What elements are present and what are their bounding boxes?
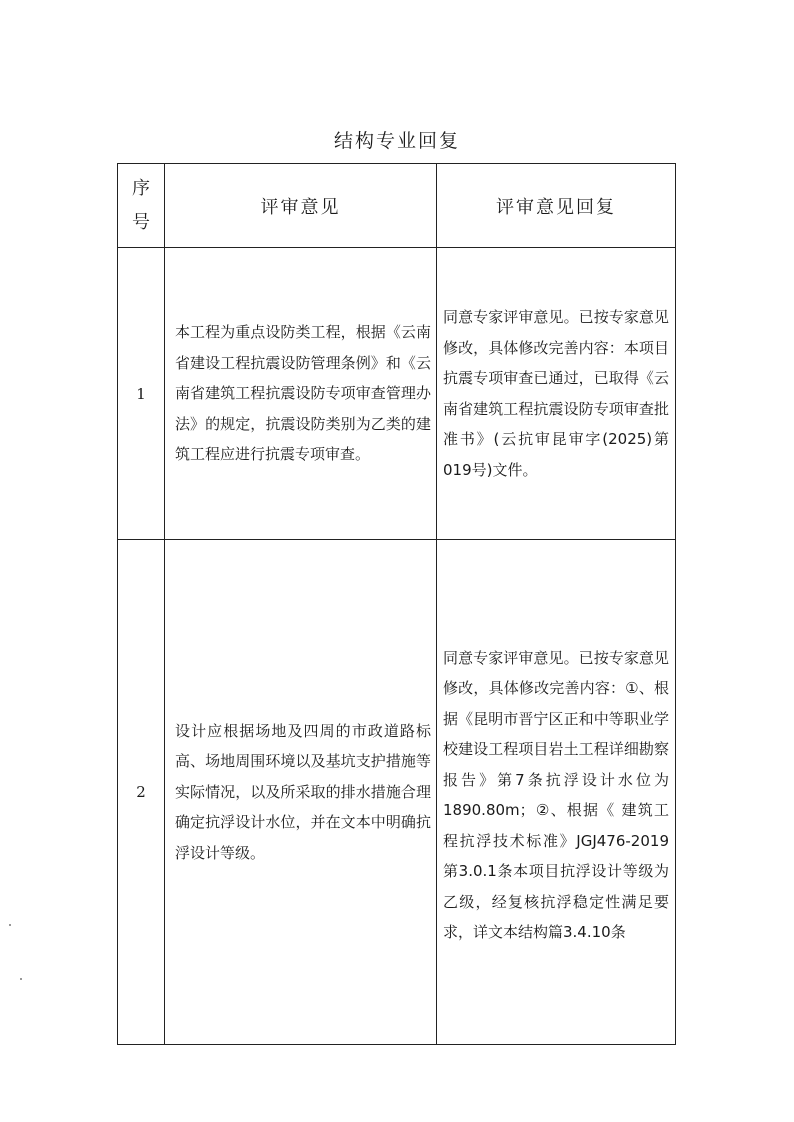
page-title: 结构专业回复 [333,130,460,152]
table-row [118,248,676,540]
header-number: 序 号 [118,164,165,248]
row-number: 1 [118,248,165,540]
scan-speck [9,924,11,926]
opinion-text: 本工程为重点设防类工程，根据《云南省建设工程抗震设防管理条例》和《云南省建筑工程抗震设防专项审查管理办法》的规定，抗震设防类别为乙类的建筑工程应进行抗震专项审查。 [175,323,431,464]
row-number: 2 [118,540,165,1045]
header-opinion: 评审意见 [165,164,437,248]
table-row [118,540,676,1045]
opinion-cell [165,540,437,1045]
scan-speck [20,978,22,980]
header-reply: 评审意见回复 [437,164,676,248]
reply-text: 同意专家评审意见。已按专家意见修改，具体修改完善内容：本项目抗震专项审查已通过，已取得《云南省建筑工程抗震设防专项审查批准书》(云抗审昆审字(2025)第019号)文件。 [443,308,669,479]
review-table [117,163,676,1045]
reply-text: 同意专家评审意见。已按专家意见修改，具体修改完善内容：①、根据《昆明市晋宁区正和中等职业学校建设工程项目岩土工程详细勘察报告》第7条抗浮设计水位为1890.80m；②、根据《 建筑工程抗浮技术标准》JGJ476-2019 第3.0.1条本项目抗浮设计等级为乙级，经复核抗浮稳定性满足要求，详文本结构篇3.4.10条 [443,648,669,941]
table-header-row [118,164,676,248]
opinion-cell [165,248,437,540]
opinion-text: 设计应根据场地及四周的市政道路标高、场地周围环境以及基坑支护措施等实际情况，以及所采取的排水措施合理确定抗浮设计水位，并在文本中明确抗浮设计等级。 [175,721,431,862]
reply-cell [437,248,676,540]
reply-cell [437,540,676,1045]
